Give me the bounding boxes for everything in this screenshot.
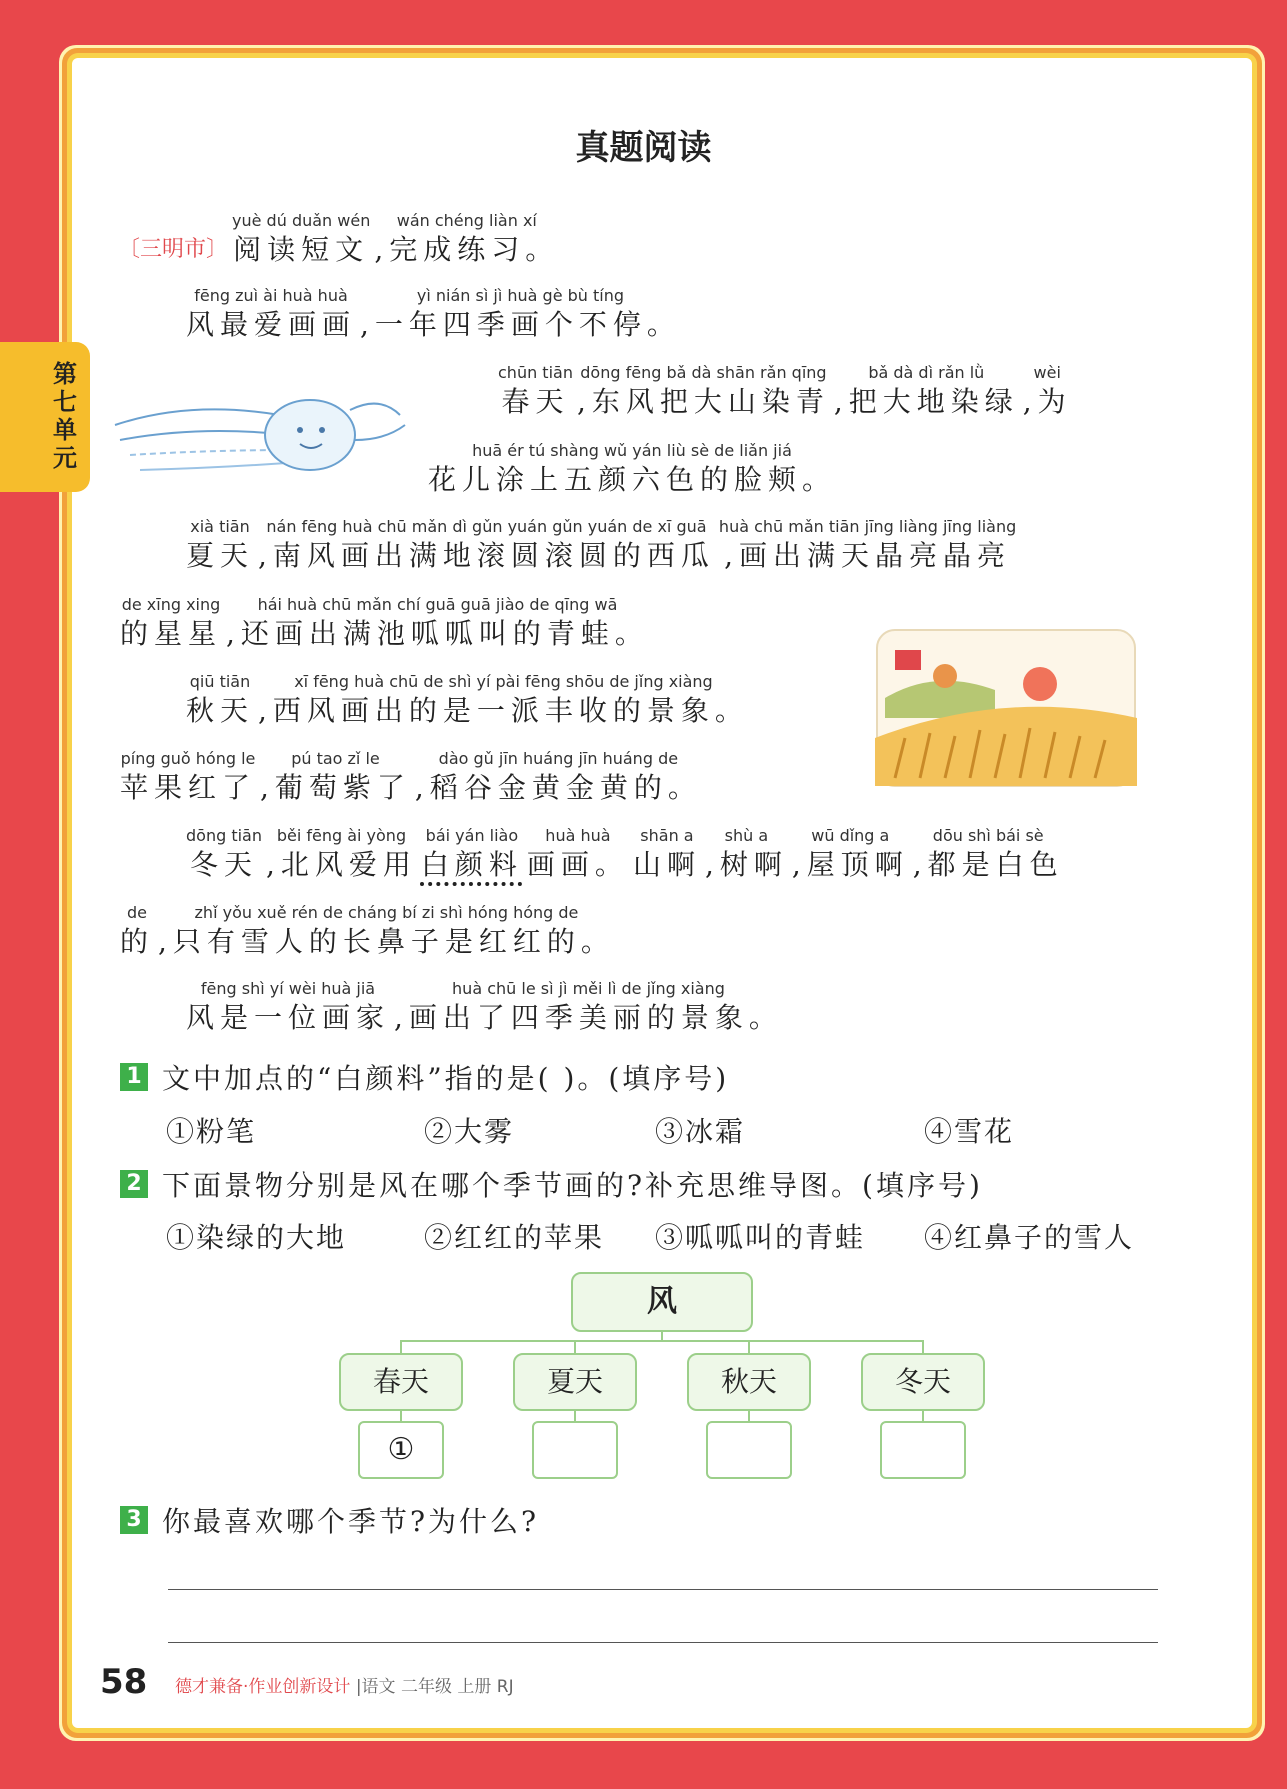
question-number: 1 <box>120 1063 148 1091</box>
unit-tab-label: 第七单元 <box>53 360 77 472</box>
pinyin-token <box>719 516 1016 574</box>
mindmap-answer-box[interactable] <box>532 1421 618 1479</box>
pinyin-text: yuè dú duǎn wén <box>232 211 371 230</box>
instruction-token <box>374 210 559 268</box>
hanzi-text: ,画出了四季美丽的景象。 <box>394 1001 783 1034</box>
pinyin-token <box>415 748 702 806</box>
mindmap-season-autumn: 秋天 <box>687 1353 811 1411</box>
mindmap-connector <box>748 1411 750 1421</box>
pinyin-text: hái huà chū mǎn chí guā guā jiào de qīng wā <box>257 595 618 614</box>
pinyin-token <box>186 825 262 883</box>
passage-line-1 <box>186 285 685 343</box>
mindmap-season-summer: 夏天 <box>513 1353 637 1411</box>
hanzi-text: ,西风画出的是一派丰收的景象。 <box>258 694 749 727</box>
question-number: 2 <box>120 1170 148 1198</box>
passage-line-5 <box>120 594 653 652</box>
page-title: 真题阅读 <box>575 128 712 168</box>
passage-line-3 <box>428 440 840 498</box>
mindmap-answer-box[interactable] <box>880 1421 966 1479</box>
q1-option[interactable]: ④雪花 <box>924 1115 1015 1148</box>
q1-option[interactable]: ①粉笔 <box>166 1115 257 1148</box>
passage-line-2 <box>498 362 1076 420</box>
hanzi-text: 风最爱画画 <box>186 308 357 341</box>
pinyin-token <box>186 285 356 343</box>
pinyin-token <box>260 748 411 806</box>
page-number: 58 <box>100 1662 148 1702</box>
q1-option[interactable]: ②大雾 <box>424 1115 515 1148</box>
mindmap-answer-box[interactable] <box>706 1421 792 1479</box>
instruction-line <box>118 210 563 268</box>
passage-line-10 <box>186 978 787 1036</box>
mindmap-answer-box[interactable]: ① <box>358 1421 444 1479</box>
mindmap-root: 风 <box>571 1272 753 1332</box>
footer-brand-name: 德才兼备·作业创新设计 <box>175 1677 351 1697</box>
pinyin-token <box>258 516 715 574</box>
pinyin-text: xī fēng huà chū de shì yí pài fēng shōu de jǐng xiàng <box>294 672 713 691</box>
question-2 <box>120 1164 983 1204</box>
passage-line-6 <box>186 671 753 729</box>
source-tag: 〔三明市〕 <box>118 237 229 262</box>
pinyin-token <box>226 594 649 652</box>
pinyin-text: de <box>127 903 147 922</box>
question-text: 你最喜欢哪个季节?为什么? <box>162 1505 540 1538</box>
pinyin-text: wèi <box>1033 363 1061 382</box>
pinyin-token <box>186 978 390 1036</box>
hanzi-text: 的 <box>120 925 155 958</box>
hanzi-text: 秋天 <box>186 694 255 727</box>
pinyin-token <box>158 902 615 960</box>
answer-line[interactable] <box>168 1642 1158 1643</box>
pinyin-token <box>120 902 154 960</box>
pinyin-text: de xīng xing <box>121 595 221 614</box>
hanzi-text: ,一年四季画个不停。 <box>360 308 681 341</box>
hanzi-text: ,为 <box>1022 385 1072 418</box>
pinyin-token <box>428 440 836 498</box>
pinyin-token <box>577 362 830 420</box>
q2-option: ③呱呱叫的青蛙 <box>655 1221 866 1254</box>
q2-option: ②红红的苹果 <box>424 1221 605 1254</box>
hanzi-text: ,完成练习。 <box>374 233 560 266</box>
hanzi-text: ,北风爱用 <box>266 848 417 881</box>
hanzi-text: 冬天 <box>189 848 258 881</box>
question-number: 3 <box>120 1506 148 1534</box>
mindmap-connector <box>574 1411 576 1421</box>
pinyin-text: yì nián sì jì huà gè bù tíng <box>416 286 625 305</box>
hanzi-text: ,树啊 <box>704 848 788 881</box>
pinyin-text: dào gǔ jīn huáng jīn huáng de <box>438 749 679 768</box>
pinyin-text: huà huà <box>545 826 611 845</box>
pinyin-token <box>792 825 909 883</box>
dotted-phrase: 白颜料 <box>420 848 523 881</box>
pinyin-token <box>913 825 1064 883</box>
pinyin-text: wán chéng liàn xí <box>396 211 537 230</box>
pinyin-token <box>1023 362 1072 420</box>
hanzi-text: ,都是白色 <box>912 848 1064 881</box>
pinyin-text: huà chū mǎn tiān jīng liàng jīng liàng <box>718 517 1017 536</box>
pinyin-text: wū dǐng a <box>811 826 890 845</box>
hanzi-text: 山啊 <box>632 848 701 881</box>
mindmap-connector <box>922 1411 924 1421</box>
hanzi-text: ,稻谷金黄金黄的。 <box>414 771 702 804</box>
passage-line-4 <box>186 516 1020 574</box>
question-text: 文中加点的“白颜料”指的是( )。(填序号) <box>162 1062 730 1095</box>
mindmap-season-winter: 冬天 <box>861 1353 985 1411</box>
hanzi-text: 画画。 <box>526 848 629 881</box>
hanzi-text: 夏天 <box>186 539 255 572</box>
instruction-token <box>232 210 370 268</box>
pinyin-text: huā ér tú shàng wǔ yán liù sè de liǎn jiá <box>472 441 792 460</box>
pinyin-text: píng guǒ hóng le <box>120 749 256 768</box>
hanzi-text: ,还画出满池呱呱叫的青蛙。 <box>226 617 649 650</box>
question-1 <box>120 1057 729 1097</box>
hanzi-text: ,画出满天晶亮晶亮 <box>724 539 1012 572</box>
mindmap-connector <box>400 1411 402 1421</box>
mindmap-season-spring: 春天 <box>339 1353 463 1411</box>
q2-option: ①染绿的大地 <box>166 1221 347 1254</box>
pinyin-text: dōng fēng bǎ dà shān rǎn qīng <box>580 363 827 382</box>
pinyin-token <box>266 825 417 883</box>
hanzi-text: ,把大地染绿 <box>833 385 1019 418</box>
answer-line[interactable] <box>168 1589 1158 1590</box>
pinyin-text: shān a <box>640 826 694 845</box>
pinyin-token <box>705 825 788 883</box>
hanzi-text: ,只有雪人的长鼻子是红红的。 <box>158 925 615 958</box>
unit-tab <box>0 342 90 492</box>
pinyin-text: xià tiān <box>190 517 250 536</box>
passage-line-8 <box>186 825 1068 883</box>
pinyin-token <box>633 825 701 883</box>
footer-brand <box>175 1672 514 1697</box>
pinyin-token <box>360 285 681 343</box>
pinyin-token <box>834 362 1019 420</box>
pinyin-text: dōu shì bái sè <box>932 826 1044 845</box>
pinyin-token <box>527 825 629 883</box>
pinyin-token <box>394 978 783 1036</box>
pinyin-text: pú tao zǐ le <box>291 749 380 768</box>
pinyin-text: nán fēng huà chū mǎn dì gǔn yuán gǔn yuán de xī guā <box>266 517 707 536</box>
pinyin-text: shù a <box>724 826 769 845</box>
pinyin-token <box>498 362 573 420</box>
pinyin-text: qiū tiān <box>189 672 251 691</box>
pinyin-text: huà chū le sì jì měi lì de jǐng xiàng <box>452 979 725 998</box>
pinyin-token <box>120 594 222 652</box>
pinyin-token <box>186 516 254 574</box>
question-3 <box>120 1500 539 1540</box>
hanzi-text: 阅读短文 <box>233 233 370 266</box>
pinyin-token <box>421 825 523 883</box>
footer-info: |语文 二年级 上册 RJ <box>355 1677 514 1697</box>
pinyin-text: bái yán liào <box>425 826 519 845</box>
mindmap-connector <box>400 1340 402 1354</box>
autumn-field-illustration <box>875 628 1137 788</box>
pinyin-token <box>120 748 256 806</box>
mindmap-connector <box>574 1340 576 1354</box>
hanzi-text: ,屋顶啊 <box>791 848 909 881</box>
mindmap-connector <box>748 1340 750 1354</box>
hanzi-text: 春天 <box>501 385 570 418</box>
passage-line-7 <box>120 748 706 806</box>
wind-illustration <box>110 380 410 490</box>
pinyin-text: fēng zuì ài huà huà <box>194 286 348 305</box>
hanzi-text: 风是一位画家 <box>186 1001 391 1034</box>
pinyin-text: chūn tiān <box>498 363 573 382</box>
pinyin-text: běi fēng ài yòng <box>276 826 407 845</box>
passage-line-9 <box>120 902 619 960</box>
question-text: 下面景物分别是风在哪个季节画的?补充思维导图。(填序号) <box>162 1169 983 1202</box>
pinyin-token <box>258 671 749 729</box>
hanzi-text: 的星星 <box>120 617 223 650</box>
hanzi-text: ,南风画出满地滚圆滚圆的西瓜 <box>258 539 715 572</box>
hanzi-text: 苹果红了 <box>120 771 257 804</box>
hanzi-text: ,葡萄紫了 <box>260 771 411 804</box>
pinyin-text: zhǐ yǒu xuě rén de cháng bí zi shì hóng hóng de <box>194 903 579 922</box>
mindmap-connector <box>922 1340 924 1354</box>
pinyin-text: fēng shì yí wèi huà jiā <box>200 979 376 998</box>
q1-option[interactable]: ③冰霜 <box>655 1115 746 1148</box>
mindmap-connector <box>400 1340 924 1342</box>
hanzi-text: 花儿涂上五颜六色的脸颊。 <box>428 463 837 496</box>
pinyin-text: dōng tiān <box>186 826 262 845</box>
pinyin-token <box>186 671 254 729</box>
pinyin-text: bǎ dà dì rǎn lǜ <box>868 363 985 382</box>
q2-option: ④红鼻子的雪人 <box>924 1221 1135 1254</box>
hanzi-text: ,东风把大山染青 <box>576 385 830 418</box>
